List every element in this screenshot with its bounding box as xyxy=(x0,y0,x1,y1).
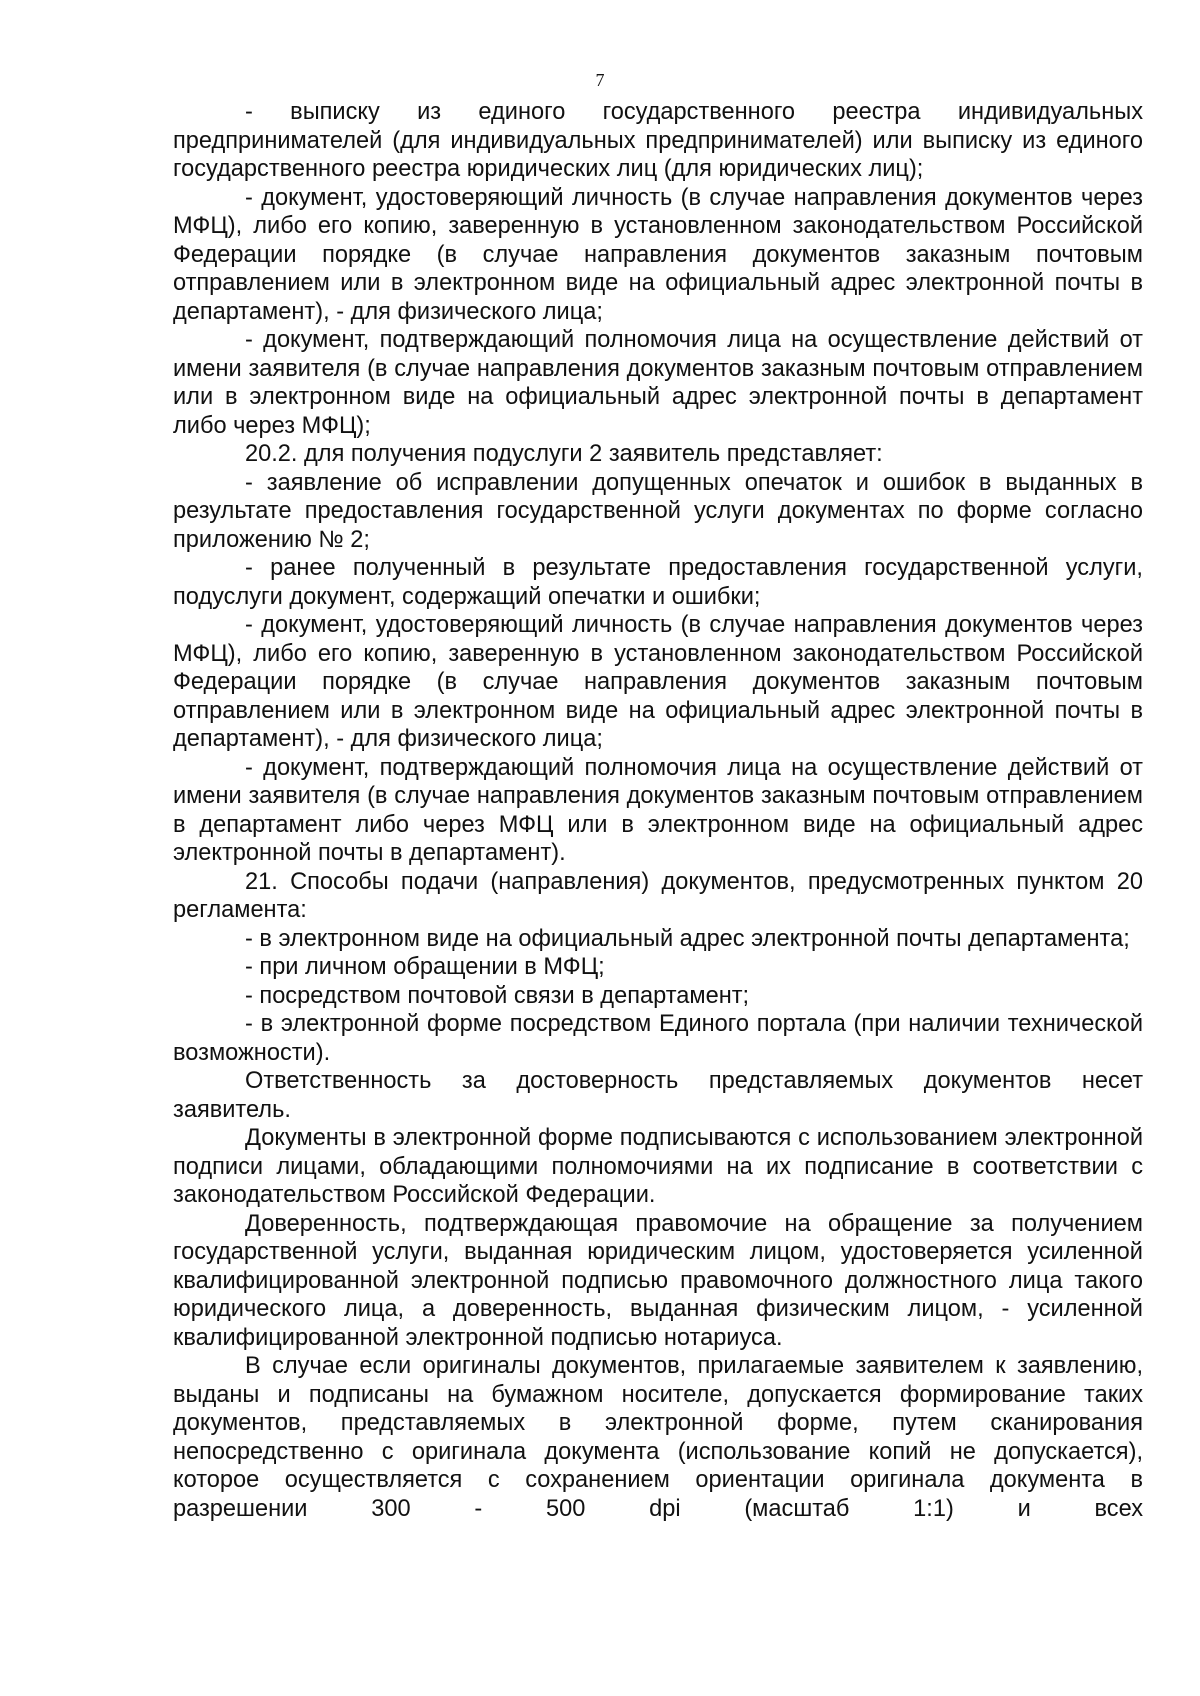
paragraph-20-2-heading: 20.2. для получения подуслуги 2 заявитель представляет: xyxy=(245,441,883,467)
paragraph-responsibility: Ответственность за достоверность представляемых документов несет заявитель. xyxy=(173,1068,1143,1123)
paragraph-power-of-attorney: Доверенность, подтверждающая правомочие на обращение за получением государственной услуги, выданная юридическим лицом, удостоверяется усиленной квалифицированной электронной подписью правомочного должностного лица такого юридического лица, а доверенность, выданная физическим лицом, - усиленной квалифицированной электронной подписью нотариуса. xyxy=(173,1210,1143,1351)
paragraph-21-submission-methods: 21. Способы подачи (направления) документов, предусмотренных пунктом 20 регламента: xyxy=(173,868,1143,923)
paragraph-authority-document: - документ, подтверждающий полномочия лица на осуществление действий от имени заявителя (в случае направления документов заказным почтовым отправлением или в электронном виде на официальный адрес электронной почты в департамент либо через МФЦ); xyxy=(173,327,1143,439)
paragraph-egrip-extract: - выписку из единого государственного реестра индивидуальных предпринимателей (для индивидуальных предпринимателей) или выписку из единого государственного реестра юридических лиц (для юридических лиц); xyxy=(173,99,1143,182)
document-body xyxy=(173,98,1143,1523)
paragraph-identity-document: - документ, удостоверяющий личность (в случае направления документов через МФЦ), либо его копию, заверенную в установленном законодательством Российской Федерации порядке (в случае направления документов заказным почтовым отправлением или в электронном виде на официальный адрес электронной почты в департамент), - для физического лица; xyxy=(173,184,1143,325)
paragraph-correction-application: - заявление об исправлении допущенных опечаток и ошибок в выданных в результате предоставления государственной услуги документах по форме согласно приложению № 2; xyxy=(173,469,1143,553)
paragraph-postal: - посредством почтовой связи в департамент; xyxy=(245,982,750,1009)
paragraph-identity-document-2: - документ, удостоверяющий личность (в случае направления документов через МФЦ), либо его копию, заверенную в установленном законодательством Российской Федерации порядке (в случае направления документов заказным почтовым отправлением или в электронном виде на официальный адрес электронной почты в департамент), - для физического лица; xyxy=(173,612,1143,752)
paragraph-scanning: В случае если оригиналы документов, прилагаемые заявителем к заявлению, выданы и подписаны на бумажном носителе, допускается формирование таких документов, представляемых в электронной форме, путем сканирования непосредственно с оригинала документа (использование копий не допускается), которое осуществляется с сохранением ориентации оригинала документа в разрешении 300 - 500 dpi (масштаб 1:1) и всех xyxy=(173,1353,1143,1522)
paragraph-electronic-email: - в электронном виде на официальный адрес электронной почты департамента; xyxy=(245,925,1130,952)
paragraph-electronic-signature: Документы в электронной форме подписываются с использованием электронной подписи лицами, обладающими полномочиями на их подписание в соответствии с законодательством Российской Федерации. xyxy=(173,1125,1143,1208)
paragraph-unified-portal: - в электронной форме посредством Единого портала (при наличии технической возможности). xyxy=(173,1011,1143,1066)
paragraph-authority-document-2: - документ, подтверждающий полномочия лица на осуществление действий от имени заявителя (в случае направления документов заказным почтовым отправлением в департамент либо через МФЦ или в электронном виде на официальный адрес электронной почты в департамент). xyxy=(173,754,1143,866)
page-number: 7 xyxy=(595,70,605,90)
paragraph-previous-document: - ранее полученный в результате предоставления государственной услуги, подуслуги документ, содержащий опечатки и ошибки; xyxy=(173,555,1143,610)
paragraph-in-person-mfc: - при личном обращении в МФЦ; xyxy=(245,954,605,980)
